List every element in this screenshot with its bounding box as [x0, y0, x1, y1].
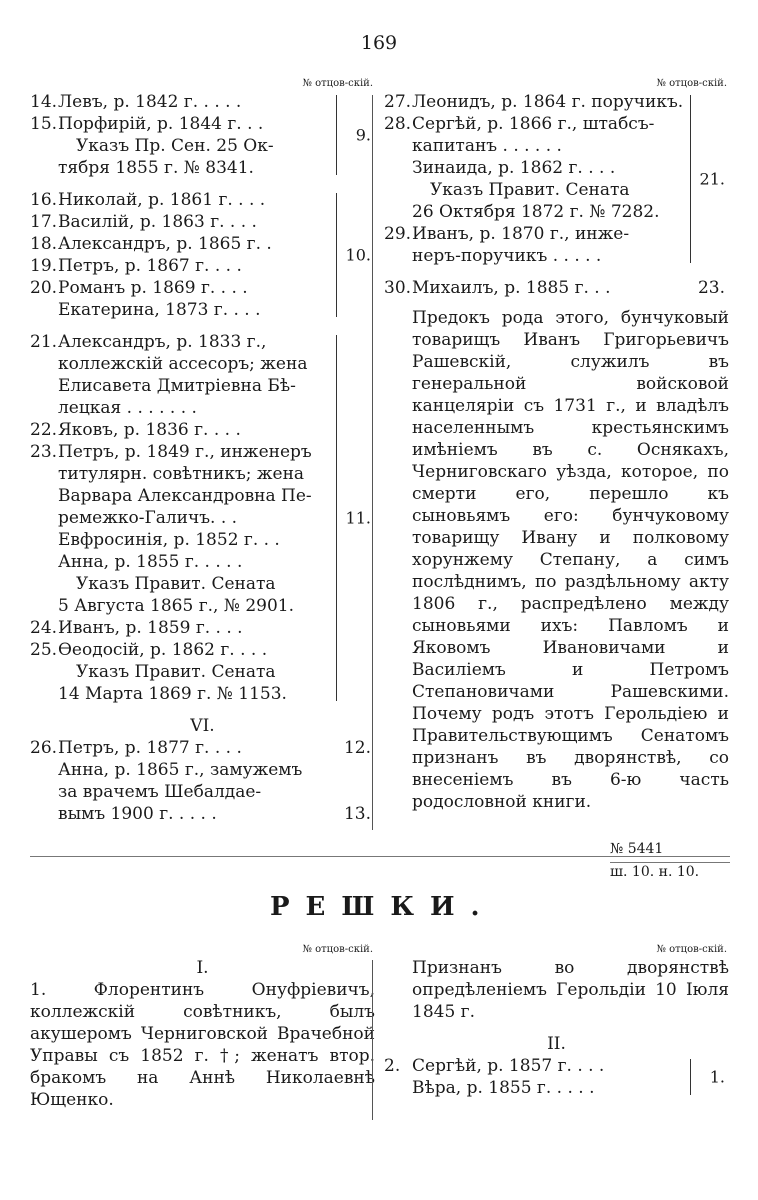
- column-header: № отцов-скій.: [302, 78, 373, 89]
- entry-group: [30, 189, 375, 321]
- entry-group: [384, 91, 729, 267]
- entry-line: [30, 299, 375, 321]
- entry-text: капитанъ . . . . . .: [412, 136, 562, 156]
- entry-line: [384, 135, 729, 157]
- entry-group: [384, 1055, 729, 1099]
- entry-line: [384, 201, 729, 223]
- entry-line: [30, 595, 375, 617]
- entry-number: 21.: [30, 332, 58, 352]
- entry-number: 24.: [30, 618, 58, 638]
- entry-line: [30, 441, 375, 463]
- entry-text: Указъ Правит. Сената: [76, 662, 276, 682]
- entry-line: [30, 353, 375, 375]
- branch-number: 13.: [343, 804, 371, 824]
- history-paragraph: Предокъ рода этого, бунчуковый товарищъ Иванъ Григорьевичъ Рашевскій, служилъ въ генеральной войсковой канцеляріи съ 1731 г., и владѣлъ населеннымъ крестьянскимъ имѣніемъ въ с. Оснякахъ, Черниговскаго уѣзда, которое, по смерти его, перешло къ сыновьямъ его: бунчуковому товарищу Ивану и полковому хорунжему Степану, а симъ послѣднимъ, по раздѣльному акту 1806 г., распредѣлено между сыновьями ихъ: Павломъ и Яковомъ Ивановичами и Василіемъ и Петромъ Степановичами Рашевскими. Почему родъ этотъ Герольдіею и Правительствующимъ Сенатомъ признанъ въ дворянствѣ, со внесеніемъ въ 6-ю часть родословной книги.: [412, 308, 729, 812]
- left-groups: [30, 91, 375, 705]
- branch-number: 21.: [699, 169, 725, 189]
- column-divider-2: [372, 960, 373, 1120]
- entry-line: [384, 1077, 729, 1099]
- right2-group: [384, 1055, 729, 1099]
- entry-text: ремежко-Галичъ. . .: [58, 508, 238, 528]
- group-brace: [330, 335, 337, 701]
- entry-text: Анна, р. 1865 г., замужемъ: [58, 760, 303, 780]
- group-brace: [330, 193, 337, 317]
- entry-text: тября 1855 г. № 8341.: [58, 158, 254, 178]
- entry-line: [30, 135, 375, 157]
- section-roman: II.: [547, 1034, 566, 1054]
- entry-number: 2.: [384, 1056, 401, 1076]
- right-column: [384, 78, 729, 813]
- branch-number: 1.: [709, 1067, 725, 1087]
- group-brace: [330, 95, 337, 175]
- entry-number: 29.: [384, 224, 412, 244]
- entry-text: Варвара Александровна Пе-: [58, 486, 312, 506]
- entry-line: [30, 529, 375, 551]
- entry-number: 22.: [30, 420, 58, 440]
- entry-line: [30, 277, 375, 299]
- register-number: № 5441: [610, 841, 664, 857]
- entry-text: Василій, р. 1863 г. . . .: [58, 212, 257, 232]
- entry-line: [30, 617, 375, 639]
- entry-line: [30, 683, 375, 705]
- entry-line: [30, 639, 375, 661]
- entry-number: 19.: [30, 256, 58, 276]
- entry-line: [30, 507, 375, 529]
- entry-text: Анна, р. 1855 г. . . . .: [58, 552, 243, 572]
- entry-text: 14 Марта 1869 г. № 1153.: [58, 684, 287, 704]
- branch-number: 11.: [345, 508, 371, 528]
- entry-line: [30, 375, 375, 397]
- entry-number: 30.: [384, 278, 412, 298]
- entry-line: [30, 233, 375, 255]
- entry-line: [30, 759, 375, 781]
- entry-text: Евфросинія, р. 1852 г. . .: [58, 530, 280, 550]
- entry-line: [30, 91, 375, 113]
- entry-line: [30, 157, 375, 179]
- entry-text: Николай, р. 1861 г. . . .: [58, 190, 266, 210]
- entry-text: коллежскій ассесоръ; жена: [58, 354, 308, 374]
- entry-line: [384, 277, 729, 299]
- entry-text: Елисавета Дмитріевна Бѣ-: [58, 376, 296, 396]
- entry-line: [384, 179, 729, 201]
- section-roman: I.: [196, 958, 209, 978]
- entry-line: [30, 189, 375, 211]
- entry-text: Зинаида, р. 1862 г. . . .: [412, 158, 616, 178]
- entry-line: [384, 245, 729, 267]
- entry-group: [30, 91, 375, 179]
- entry-number: 15.: [30, 114, 58, 134]
- entry-number: 23.: [30, 442, 58, 462]
- right-column-2: [384, 944, 729, 1109]
- left-column-2: [30, 944, 375, 1111]
- signature-block: [610, 838, 663, 860]
- entry-text: Петръ, р. 1849 г., инженеръ: [58, 442, 312, 462]
- entry-line: [30, 737, 375, 759]
- entry-text: Порфирій, р. 1844 г. . .: [58, 114, 264, 134]
- entry-number: 14.: [30, 92, 58, 112]
- entry-line: [384, 223, 729, 245]
- entry-number: 25.: [30, 640, 58, 660]
- entry-text: Ѳеодосій, р. 1862 г. . . .: [58, 640, 268, 660]
- column-header: № отцов-скій.: [656, 944, 727, 955]
- left-column: [30, 78, 375, 825]
- entry-paragraph: 1. Флорентинъ Онуфріевичъ, коллежскій совѣтникъ, былъ акушеромъ Черниговской Врачебной Управы съ 1852 г. †; женатъ втор. бракомъ на Аннѣ Николаевнѣ Ющенко.: [30, 980, 375, 1110]
- entry-30: [384, 277, 729, 299]
- entry-line: [30, 397, 375, 419]
- section-roman: VI.: [190, 716, 215, 736]
- branch-number: 10.: [345, 245, 371, 265]
- group-brace: [684, 1059, 691, 1095]
- page-number: 169: [360, 32, 398, 54]
- entry-number: 26.: [30, 738, 58, 758]
- entry-line: [30, 113, 375, 135]
- column-header: № отцов-скій.: [656, 78, 727, 89]
- column-divider: [372, 95, 373, 830]
- entry-number: 16.: [30, 190, 58, 210]
- entry-number: 20.: [30, 278, 58, 298]
- entry-number: 18.: [30, 234, 58, 254]
- entry-line: [30, 803, 375, 825]
- entry-text: Левъ, р. 1842 г. . . . .: [58, 92, 242, 112]
- entry-text: Александръ, р. 1865 г. .: [58, 234, 272, 254]
- entry-line: [384, 113, 729, 135]
- entry-line: [30, 661, 375, 683]
- register-sheet: ш. 10. н. 10.: [610, 864, 700, 880]
- group-brace: [684, 95, 691, 263]
- right-group: [384, 91, 729, 267]
- entry-text: Петръ, р. 1877 г. . . .: [58, 738, 242, 758]
- entry-line: [30, 551, 375, 573]
- entry-text: Петръ, р. 1867 г. . . .: [58, 256, 242, 276]
- branch-number: 23.: [697, 278, 725, 298]
- entry-number: 27.: [384, 92, 412, 112]
- entry-text: Вѣра, р. 1855 г. . . . .: [412, 1078, 595, 1098]
- entry-text: за врачемъ Шебалдае-: [58, 782, 262, 802]
- entry-text: Указъ Правит. Сената: [76, 574, 276, 594]
- entry-group: [30, 331, 375, 705]
- entry-text: титулярн. совѣтникъ; жена: [58, 464, 305, 484]
- entry-text: вымъ 1900 г. . . . .: [58, 804, 217, 824]
- entry-line: [384, 157, 729, 179]
- entry-line: [384, 1055, 729, 1077]
- entry-text: 26 Октября 1872 г. № 7282.: [412, 202, 660, 222]
- family-title: РЕШКИ.: [270, 892, 496, 922]
- signature-rule: [610, 862, 730, 863]
- entry-line: [30, 331, 375, 353]
- entry-line: [384, 91, 729, 113]
- entry-line: [30, 781, 375, 803]
- entry-text: Александръ, р. 1833 г.,: [58, 332, 267, 352]
- branch-number: 12.: [343, 738, 371, 758]
- branch-number: 9.: [355, 125, 371, 145]
- entry-line: [30, 419, 375, 441]
- entry-line: [30, 463, 375, 485]
- entry-text: Указъ Пр. Сен. 25 Ок-: [76, 136, 274, 156]
- entry-text: Сергѣй, р. 1866 г., штабсъ-: [412, 114, 655, 134]
- entry-line: [30, 485, 375, 507]
- entry-text: лецкая . . . . . . .: [58, 398, 197, 418]
- entry-text: Иванъ, р. 1870 г., инже-: [412, 224, 630, 244]
- entry-text: Михаилъ, р. 1885 г. . .: [412, 278, 611, 298]
- entry-text: 5 Августа 1865 г., № 2901.: [58, 596, 294, 616]
- column-header: № отцов-скій.: [302, 944, 373, 955]
- entry-number: 28.: [384, 114, 412, 134]
- entry-text: Леонидъ, р. 1864 г. поручикъ.: [412, 92, 684, 112]
- entry-text: Екатерина, 1873 г. . . .: [58, 300, 261, 320]
- entry-text: неръ-поручикъ . . . . .: [412, 246, 602, 266]
- entry-line: [30, 255, 375, 277]
- entry-number: 17.: [30, 212, 58, 232]
- entry-text: Указъ Правит. Сената: [430, 180, 630, 200]
- left-tail: [30, 737, 375, 825]
- entry-text: Сергѣй, р. 1857 г. . . .: [412, 1056, 605, 1076]
- entry-text: Иванъ, р. 1859 г. . . .: [58, 618, 243, 638]
- recognition-paragraph: Признанъ во дворянствѣ опредѣленіемъ Герольдіи 10 Іюля 1845 г.: [412, 958, 729, 1022]
- entry-line: [30, 211, 375, 233]
- entry-text: Яковъ, р. 1836 г. . . .: [58, 420, 241, 440]
- entry-text: Романъ р. 1869 г. . . .: [58, 278, 248, 298]
- entry-line: [30, 573, 375, 595]
